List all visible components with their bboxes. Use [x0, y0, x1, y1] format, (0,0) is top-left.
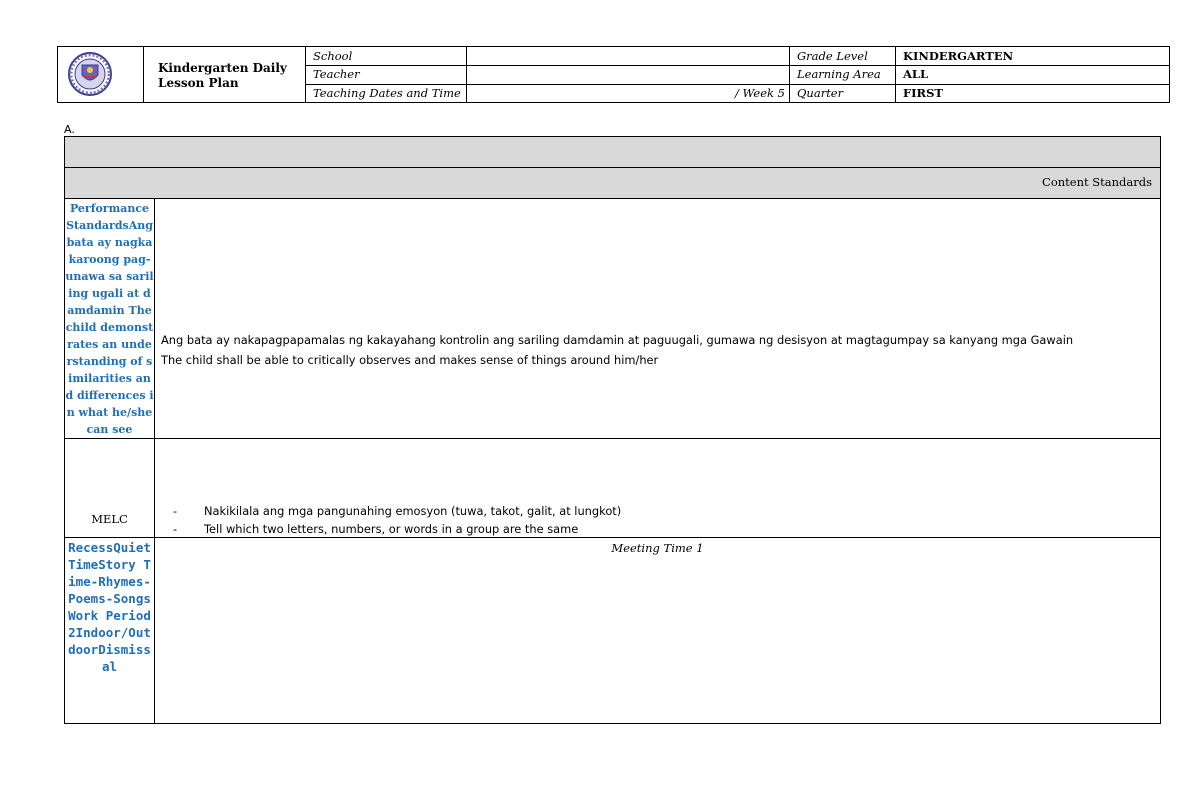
teaching-dates-label: Teaching Dates and Time: [306, 84, 467, 102]
school-label: School: [306, 47, 467, 65]
logo-cell: [58, 47, 144, 102]
melc-item-2: Tell which two letters, numbers, or words in a group are the same: [204, 522, 579, 536]
header-row-teacher: [306, 65, 1169, 85]
melc-item-1: Nakikilala ang mga pangunahing emosyon (tuwa, takot, galit, at lungkot): [204, 504, 622, 518]
lesson-plan-header: [57, 46, 1170, 103]
deped-seal-icon: [66, 51, 114, 97]
recess-cell: [65, 538, 155, 723]
week-value: / Week 5: [735, 86, 785, 100]
melc-list: [173, 502, 621, 538]
list-item: - Nakikilala ang mga pangunahing emosyon (tuwa, takot, galit, at lungkot): [173, 504, 622, 518]
content-standards-band: Content Standards: [65, 168, 1160, 199]
header-row-dates: [306, 84, 1169, 102]
header-info-grid: [306, 47, 1169, 102]
row-divider: [65, 438, 1160, 439]
quarter-value: FIRST: [903, 86, 943, 100]
gray-band-top: [65, 137, 1160, 168]
performance-standards-cell: [65, 199, 155, 501]
header-row-school: [306, 47, 1169, 66]
grade-level-value: KINDERGARTEN: [903, 49, 1014, 63]
teaching-dates-value: [467, 84, 790, 102]
document-title: Kindergarten Daily Lesson Plan: [144, 47, 306, 102]
grade-level-label: Grade Level: [790, 47, 896, 65]
meeting-time-label: Meeting Time 1: [611, 541, 704, 555]
lesson-plan-table: [64, 136, 1161, 724]
school-value: [467, 47, 790, 65]
melc-label: MELC: [65, 501, 155, 538]
performance-content: [161, 330, 1073, 370]
content-line-1: Ang bata ay nakapagpapamalas ng kakayahang kontrolin ang sariling damdamin at paguugali, gumawa ng desisyon at magtagumpay sa kanyang mga Gawain: [161, 333, 1074, 347]
teacher-label: Teacher: [306, 65, 467, 84]
content-line-2: The child shall be able to critically observes and makes sense of things around him/her: [161, 353, 659, 367]
quarter-label: Quarter: [790, 84, 896, 102]
learning-area-value: ALL: [903, 67, 929, 81]
recess-label: RecessQuiet TimeStory Time-Rhymes-Poems-SongsWork Period 2Indoor/OutdoorDismissal: [68, 540, 151, 674]
performance-standards-label: Performance StandardsAng bata ay nagkakaroong pag-unawa sa sariling ugali at damdamin The child demonstrates an understanding of similarities and differences in what he/she can see: [65, 202, 154, 436]
section-letter: A.: [64, 123, 75, 136]
teacher-value: [467, 65, 790, 84]
learning-area-label: Learning Area: [790, 65, 896, 84]
list-item: - Tell which two letters, numbers, or words in a group are the same: [173, 522, 579, 536]
